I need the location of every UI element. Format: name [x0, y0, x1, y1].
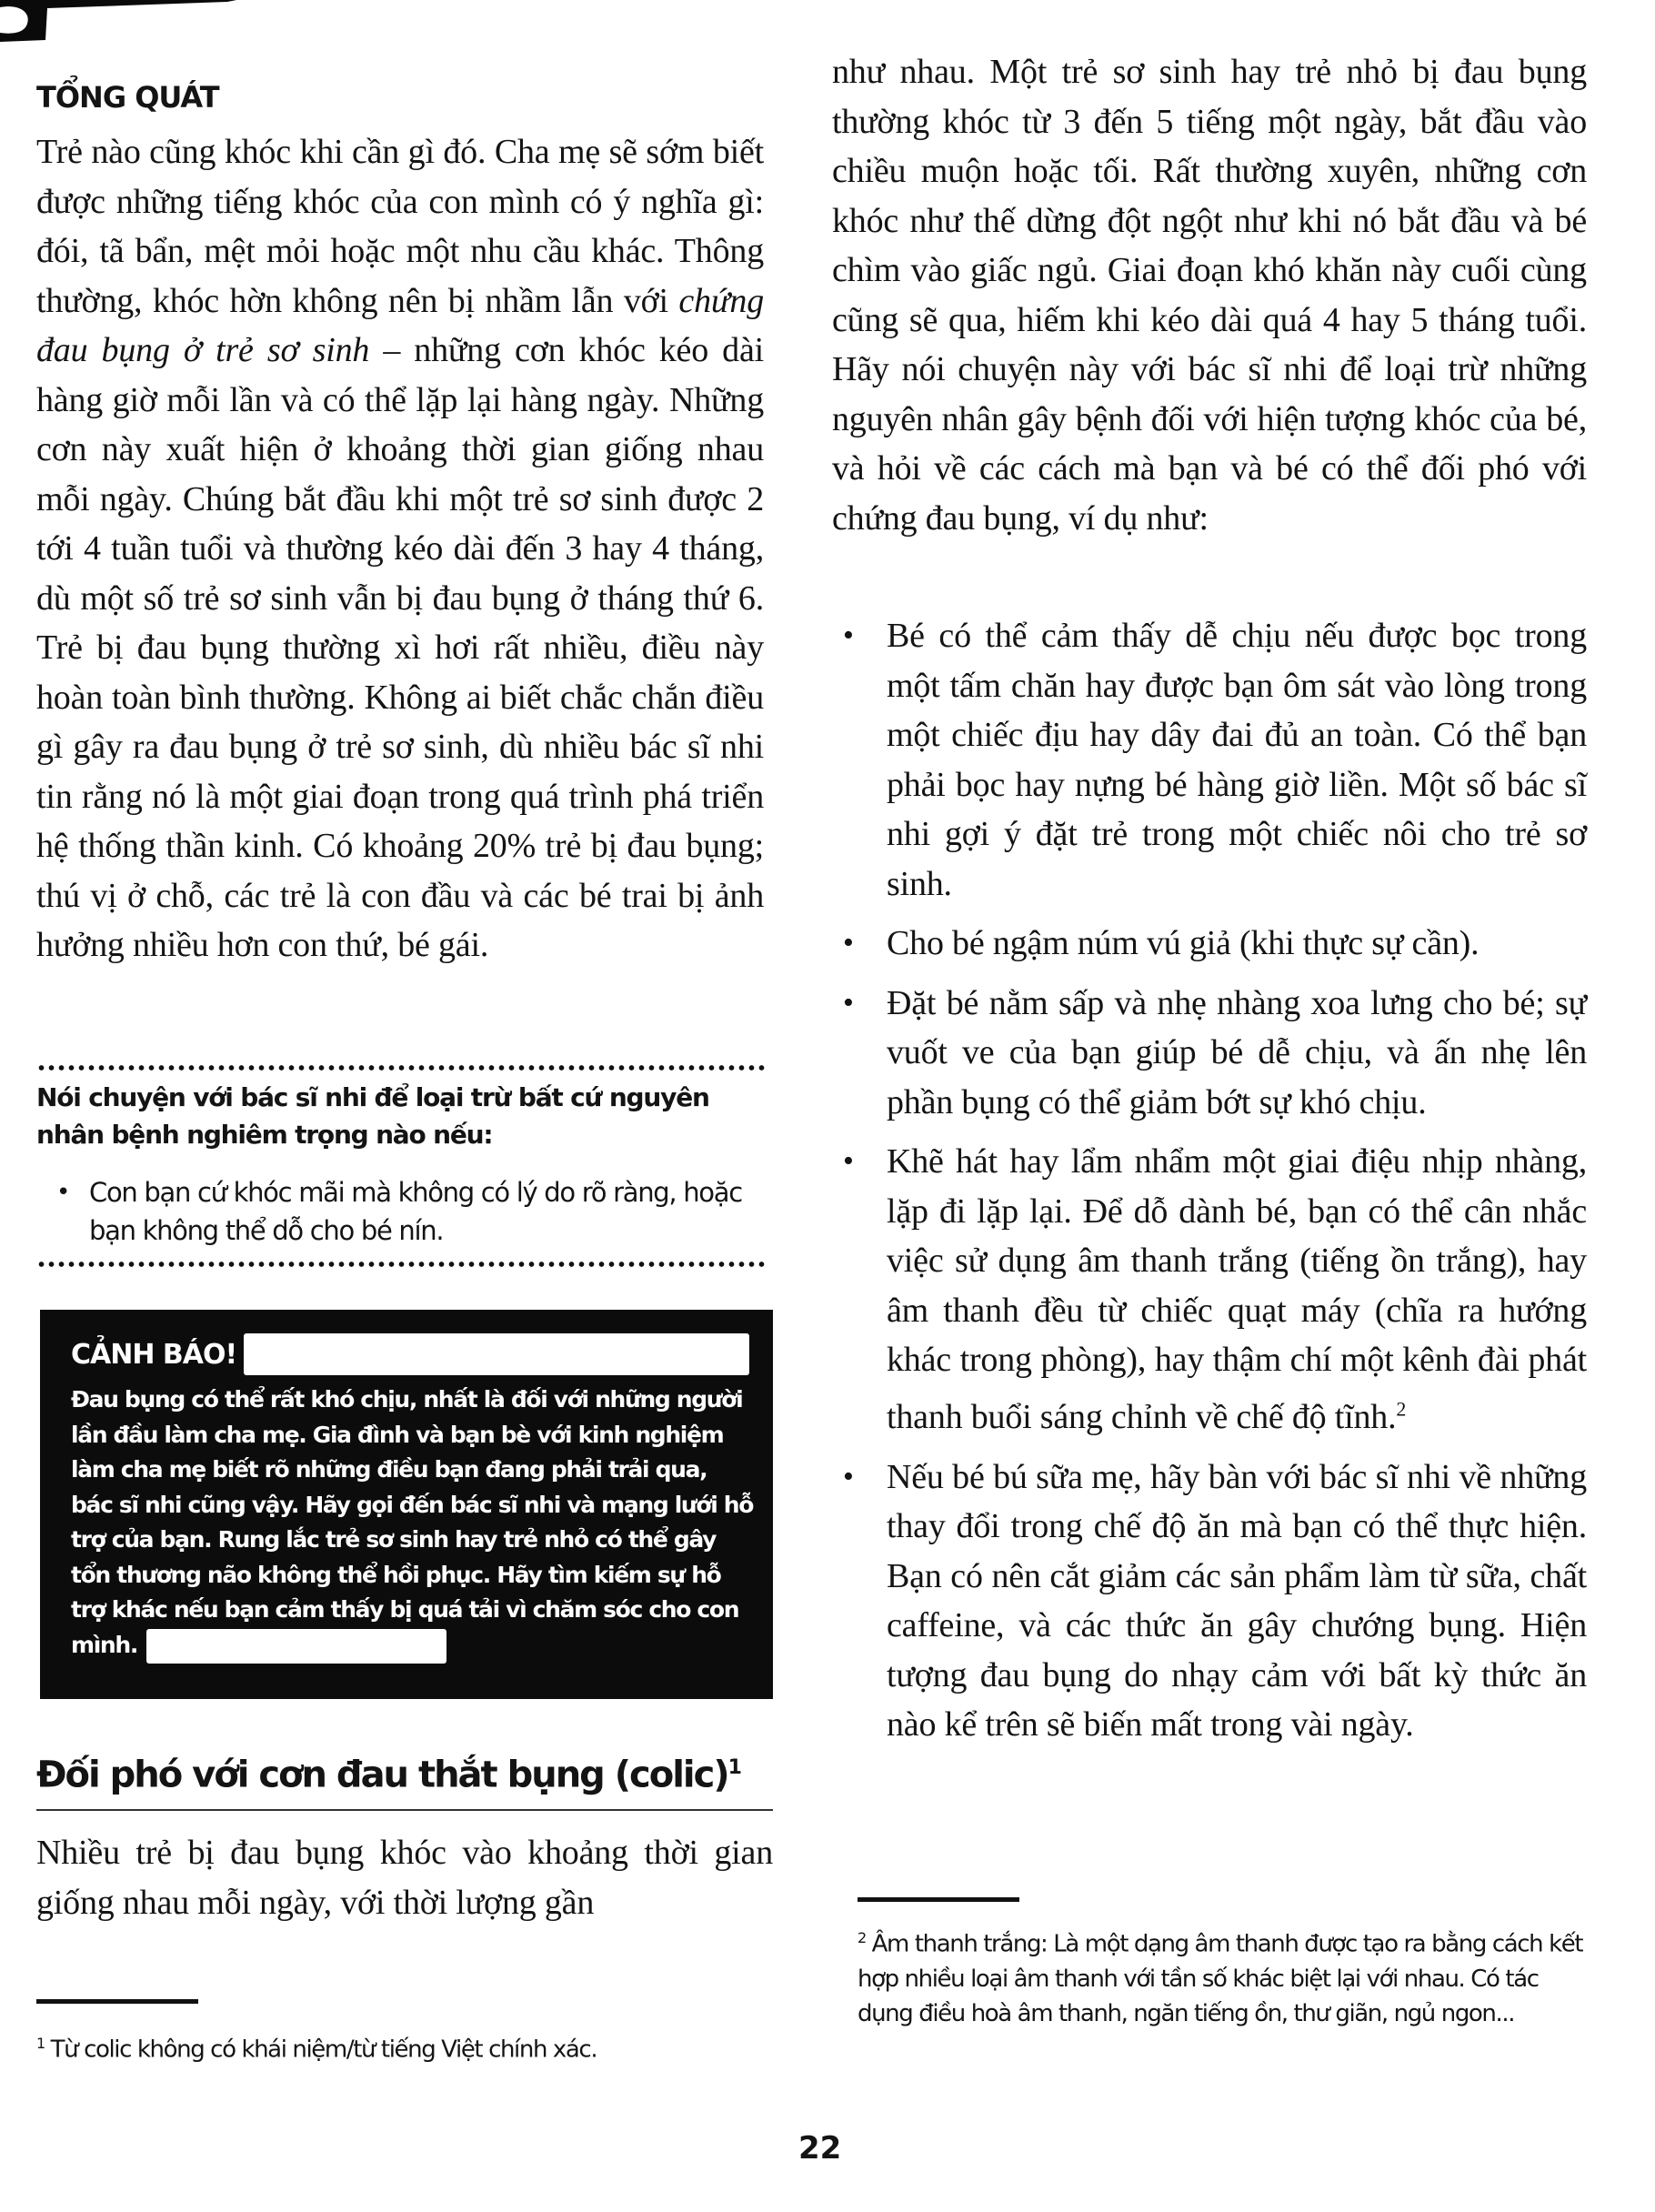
bullet-icon: •	[843, 618, 854, 652]
colic-intro-paragraph: Nhiều trẻ bị đau bụng khóc vào khoảng thời gian giống nhau mỗi ngày, với thời lượng gần	[36, 1834, 773, 1922]
footnote-2-number: 2	[858, 1929, 866, 1946]
dotted-divider-top	[36, 1064, 768, 1071]
tips-list	[832, 611, 1587, 1760]
warning-text-highlight	[146, 1629, 446, 1664]
tip-item	[832, 1453, 1587, 1750]
bullet-icon: •	[843, 1459, 854, 1493]
colic-heading	[36, 1741, 773, 1811]
bullet-icon: •	[843, 1144, 854, 1178]
warning-text	[71, 1382, 755, 1664]
tip-item	[832, 919, 1587, 969]
bullet-icon: •	[56, 1179, 70, 1206]
warning-box	[40, 1310, 773, 1699]
tip-text: Đặt bé nằm sấp và nhẹ nhàng xoa lưng cho bé; sự vuốt ve của bạn giúp bé dễ chịu, và ấn nhẹ lên phần bụng có thể giảm bớt sự khó chịu.	[887, 983, 1587, 1121]
section-label: TỔNG QUÁT	[36, 80, 219, 115]
tip-text: Khẽ hát hay lẩm nhẩm một giai điệu nhịp nhàng, lặp đi lặp lại. Để dỗ dành bé, bạn có thể cân nhắc việc sử dụng âm thanh trắng (tiếng ồn trắng), hay âm thanh đều từ chiếc quạt máy (chĩa ra hướng khác trong phòng), hay thậm chí một kênh đài phát thanh buổi sáng chỉnh về chế độ tĩnh.	[887, 1142, 1587, 1437]
footnote-rule-left	[36, 1999, 198, 2004]
bullet-icon: •	[843, 926, 854, 960]
bullet-icon: •	[843, 985, 854, 1020]
warning-header	[71, 1330, 755, 1379]
right-intro-paragraph: như nhau. Một trẻ sơ sinh hay trẻ nhỏ bị đau bụng thường khóc từ 3 đến 5 tiếng một ngày, bắt đầu vào chiều muộn hoặc tối. Rất thường xuyên, những cơn khóc như thế dừng đột ngột như khi nó bắt đầu và bé chìm vào giấc ngủ. Giai đoạn khó khăn này cuối cùng cũng sẽ qua, hiếm khi kéo dài quá 4 hay 5 tháng tuổi. Hãy nói chuyện này với bác sĩ nhi để loại trừ những nguyên nhân gây bệnh đối với hiện tượng khóc của bé, và hỏi về các cách mà bạn và bé có thể đối phó với chứng đau bụng, ví dụ như:	[832, 53, 1587, 538]
footnote-ref-1[interactable]: 1	[727, 1756, 740, 1779]
footnote-1-number: 1	[36, 2035, 45, 2052]
tip-item	[832, 611, 1587, 909]
page-number: 22	[798, 2130, 842, 2167]
tip-text: Cho bé ngậm núm vú giả (khi thực sự cần).	[887, 924, 1479, 962]
tip-text-with-ref	[887, 1142, 1587, 1436]
footnote-rule-right	[858, 1897, 1019, 1902]
corner-decoration-icon	[0, 0, 236, 42]
tip-item	[832, 1137, 1587, 1443]
warning-body: Đau bụng có thể rất khó chịu, nhất là đối với những người lần đầu làm cha mẹ. Gia đình và bạn bè với kinh nghiệm làm cha mẹ biết rõ những điều bạn đang phải trải qua, bác sĩ nhi cũng vậy. Hãy gọi đến bác sĩ nhi và mạng lưới hỗ trợ của bạn. Rung lắc trẻ sơ sinh hay trẻ nhỏ có thể gây tổn thương não không thể hồi phục. Hãy tìm kiếm sự hỗ trợ khác nếu bạn cảm thấy bị quá tải vì chăm sóc cho con mình.	[71, 1386, 754, 1658]
intro-text-start: Trẻ nào cũng khóc khi cần gì đó. Cha mẹ sẽ sớm biết được những tiếng khóc của con mình có ý nghĩa gì: đói, tã bẩn, mệt mỏi hoặc một nhu cầu khác. Thông thường, khóc hờn không nên bị nhầm lẫn với	[36, 133, 764, 320]
dotted-divider-bottom	[36, 1261, 768, 1268]
tip-item	[832, 979, 1587, 1128]
footnote-2-text: Âm thanh trắng: Là một dạng âm thanh được tạo ra bằng cách kết hợp nhiều loại âm thanh với tần số khác biệt lại với nhau. Có tác dụng điều hoà âm thanh, ngăn tiếng ồn, thư giãn, ngủ ngon...	[858, 1930, 1583, 2027]
tip-text: Bé có thể cảm thấy dễ chịu nếu được bọc trong một tấm chăn hay được bạn ôm sát vào lòng trong một chiếc địu hay dây đai đủ an toàn. Có thể bạn phải bọc hay nựng bé hàng giờ liền. Một số bác sĩ nhi gợi ý đặt trẻ trong một chiếc nôi cho trẻ sơ sinh.	[887, 617, 1587, 903]
intro-italic-term: chứng đau bụng ở trẻ sơ sinh	[36, 281, 764, 369]
warning-title: CẢNH BÁO!	[71, 1338, 237, 1371]
footnote-2	[858, 1921, 1585, 2031]
tip-text: Nếu bé bú sữa mẹ, hãy bàn với bác sĩ nhi về những thay đổi trong chế độ ăn mà bạn có thể thực hiện. Bạn có nên cắt giảm các sản phẩm làm từ sữa, chất caffeine, và các thức ăn gây chướng bụng. Hiện tượng đau bụng do nhạy cảm với bất kỳ thức ăn nào kể trên sẽ biến mất trong vài ngày.	[887, 1457, 1587, 1744]
warning-title-highlight	[244, 1333, 749, 1375]
colic-heading-text: Đối phó với cơn đau thắt bụng (colic)	[36, 1754, 728, 1796]
intro-text-end: – những cơn khóc kéo dài hàng giờ mỗi lần và có thể lặp lại hàng ngày. Những cơn này xuất hiện ở khoảng thời gian giống nhau mỗi ngày. Chúng bắt đầu khi một trẻ sơ sinh được 2 tới 4 tuần tuổi và thường kéo dài đến 3 hay 4 tháng, dù một số trẻ sơ sinh vẫn bị đau bụng ở tháng thứ 6. Trẻ bị đau bụng thường xì hơi rất nhiều, điều này hoàn toàn bình thường. Không ai biết chắc chắn điều gì gây ra đau bụng ở trẻ sơ sinh, dù nhiều bác sĩ nhi tin rằng nó là một giai đoạn trong quá trình phá triển hệ thống thần kinh. Có khoảng 20% trẻ bị đau bụng; thú vị ở chỗ, các trẻ là con đầu và các bé trai bị ảnh hưởng nhiều hơn con thứ, bé gái.	[36, 331, 764, 964]
callout-item	[36, 1173, 773, 1250]
footnote-1	[36, 2026, 773, 2067]
callout-title: Nói chuyện với bác sĩ nhi để loại trừ bất cứ nguyên nhân bệnh nghiêm trọng nào nếu:	[36, 1082, 709, 1150]
footnote-ref-2[interactable]: 2	[1396, 1397, 1407, 1421]
intro-paragraph	[36, 127, 764, 970]
footnote-1-text: Từ colic không có khái niệm/từ tiếng Việt chính xác.	[50, 2036, 597, 2064]
callout-item-text: Con bạn cứ khóc mãi mà không có lý do rõ ràng, hoặc bạn không thể dỗ cho bé nín.	[89, 1177, 742, 1246]
callout-list	[36, 1173, 773, 1250]
